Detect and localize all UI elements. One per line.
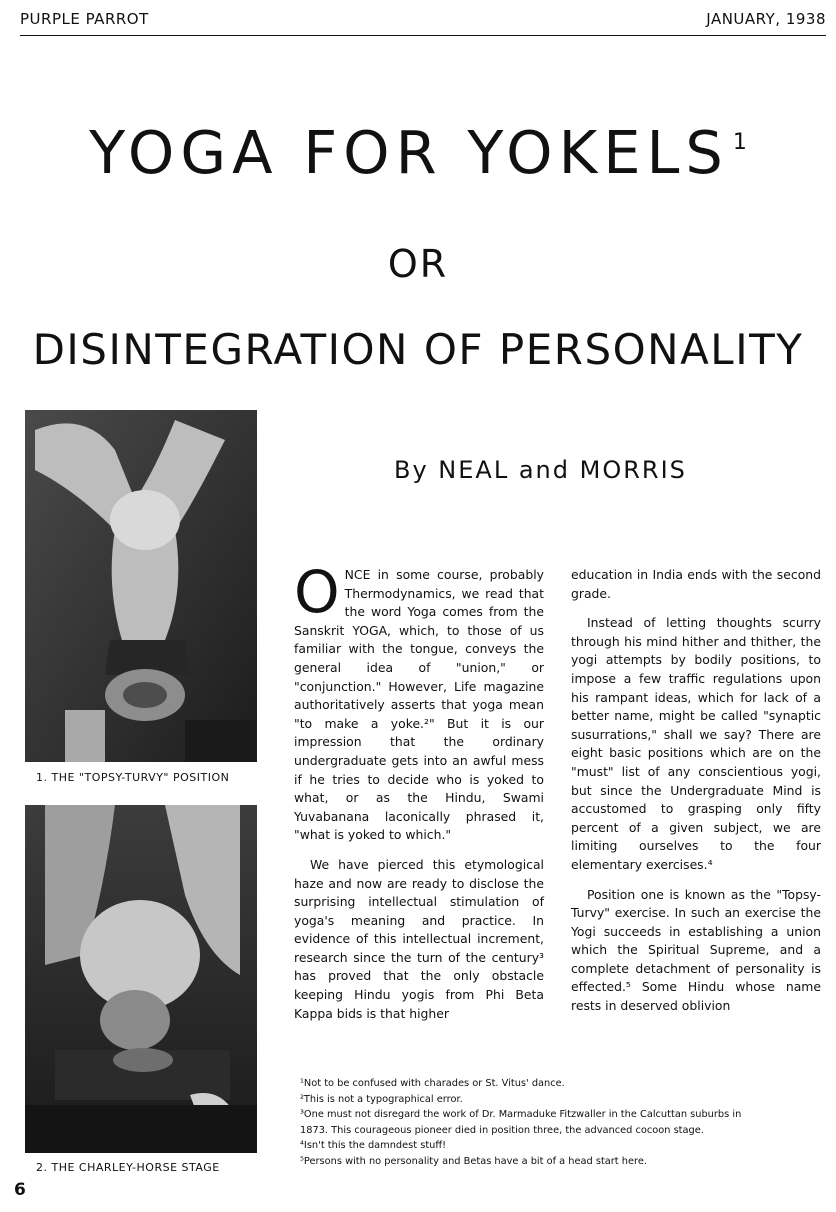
footnote: ²This is not a typographical error. <box>300 1093 463 1105</box>
magazine-name: PURPLE PARROT <box>20 10 149 28</box>
footnote: ¹Not to be confused with charades or St. Vitus' dance. <box>300 1078 565 1089</box>
page-number: 6 <box>14 1180 26 1200</box>
article-title <box>0 118 836 187</box>
paragraph <box>294 558 544 845</box>
paragraph: We have pierced this etymological haze and now are ready to disclose the surprising intellectual stimulation of yoga's meaning and practice. In evidence of this intellectual increment, research since the turn of the century³ has proved that the only obstacle keeping Hindu yogis from Phi Beta Kappa bids is that higher <box>294 856 544 1021</box>
paragraph: Position one is known as the "Topsy-Turvy" exercise. In such an exercise the Yogi succeeds in establishing a union which the Spiritual Supreme, and a complete detachment of personality is effected.⁵ Some Hindu whose name rests in deserved oblivion <box>571 886 821 1014</box>
footnotes <box>300 1076 822 1169</box>
figure-1-caption: 1. THE "TOPSY-TURVY" POSITION <box>36 771 230 784</box>
figure-1-photo <box>25 410 257 762</box>
paragraph-text: NCE in some course, probably Thermodynamics, we read that the word Yoga comes from the Sanskrit YOGA, which, to those of us familiar with the tongue, conveys the general idea of "union," or "conjunction." However, Life magazine authoritatively asserts that yoga mean "to make a yoke.²" But it is our impression that the ordinary undergraduate gets into an awful mess if he tries to decide who is yoked to what, or as the Hindu, Swami Yuvabanana laconically phrased it, "what is yoked to which." <box>294 567 544 843</box>
drop-cap: O <box>294 558 340 626</box>
figure-2-photo <box>25 805 257 1153</box>
title-or: OR <box>387 242 449 286</box>
figure-2-caption: 2. THE CHARLEY-HORSE STAGE <box>36 1161 220 1174</box>
issue-date: JANUARY, 1938 <box>706 10 826 28</box>
paragraph: education in India ends with the second grade. <box>571 567 821 601</box>
text-column-2 <box>571 566 821 1027</box>
running-head <box>20 6 826 36</box>
title-footnote-mark: 1 <box>732 130 747 155</box>
footnote: ⁴Isn't this the damndest stuff! <box>300 1140 447 1151</box>
footnote-continuation: 1873. This courageous pioneer died in position three, the advanced cocoon stage. <box>300 1124 704 1136</box>
paragraph: Instead of letting thoughts scurry through his mind hither and thither, the yogi attempts by bodily positions, to impose a few traffic regulations upon his rampant ideas, which for lack of a better name, might be called "synaptic susurrations," shall we say? There are eight basic positions which are on the "must" list of any conscientious yogi, but since the Undergraduate Mind is accustomed to grasping only fifty percent of a given subject, we are limiting ourselves to the four elementary exercises.⁴ <box>571 615 821 872</box>
text-column-1 <box>294 558 544 1034</box>
footnote: ³One must not disregard the work of Dr. Marmaduke Fitzwaller in the Calcuttan suburbs in <box>300 1109 742 1120</box>
footnote: ⁵Persons with no personality and Betas have a bit of a head start here. <box>300 1155 647 1167</box>
article-title-text: YOGA FOR YOKELS <box>89 118 729 187</box>
article-subtitle: DISINTEGRATION OF PERSONALITY <box>32 325 804 374</box>
byline: By NEAL and MORRIS <box>394 456 687 484</box>
